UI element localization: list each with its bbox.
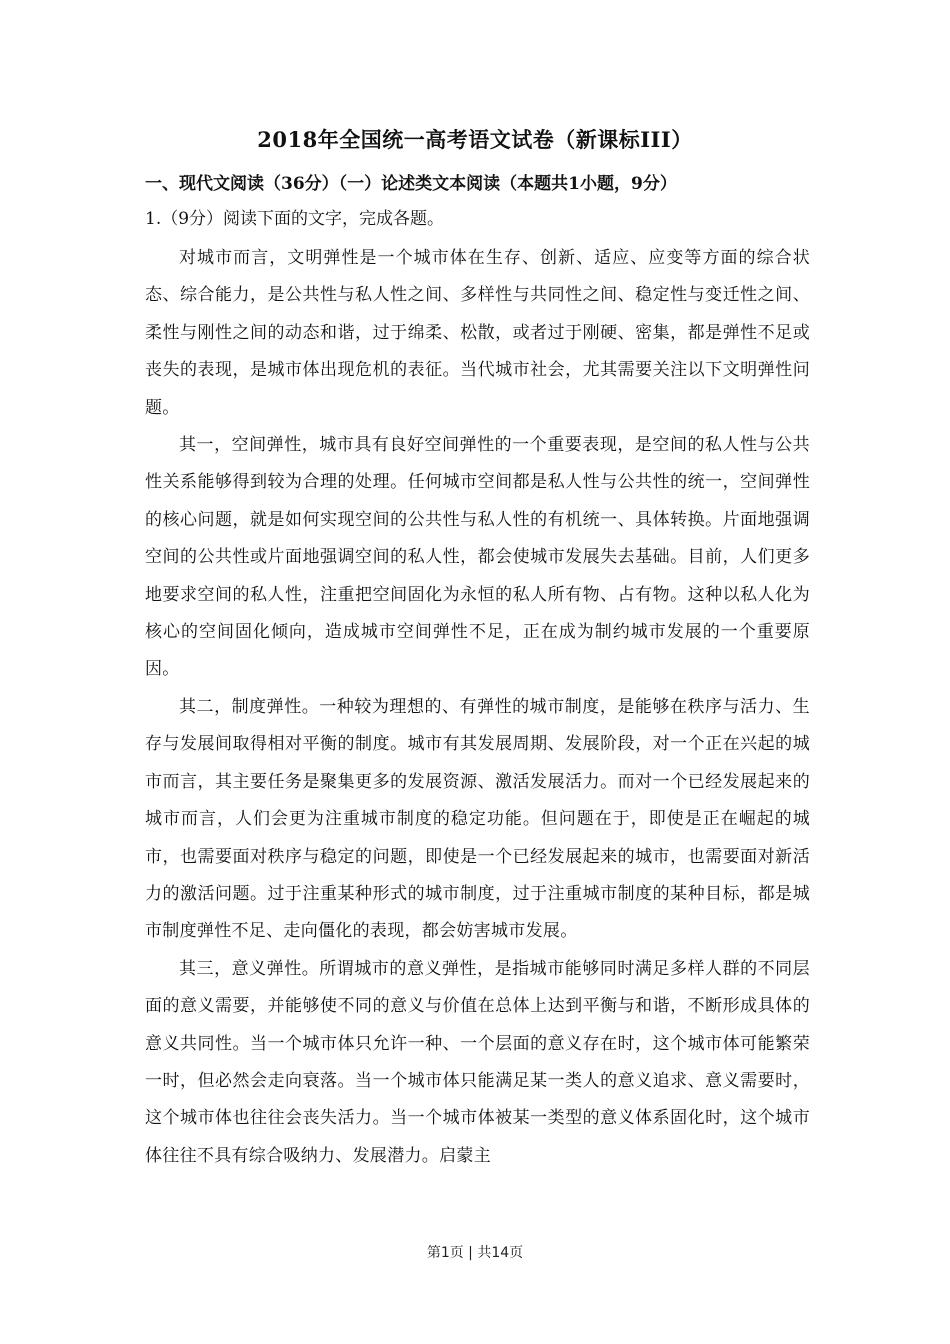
question-intro: 1.（9分）阅读下面的文字，完成各题。: [145, 209, 445, 229]
passage-paragraph-meaning-elasticity: 其三，意义弹性。所谓城市的意义弹性，是指城市能够同时满足多样人群的不同层面的意义需要，并能够使不同的意义与价值在总体上达到平衡与和谐，不断形成具体的意义共同性。当一个城市体只允许一种、一个层面的意义存在时，这个城市体可能繁荣一时，但必然会走向衰落。当一个城市体只能满足某一类人的意义追求、意义需要时，这个城市体也往往会丧失活力。当一个城市体被某一类型的意义体系固化时，这个城市体往往不具有综合吸纳力、发展潜力。启蒙主: [145, 958, 810, 1166]
section-heading: 一、现代文阅读（36分）（一）论述类文本阅读（本题共1小题，9分）: [145, 174, 677, 194]
passage-paragraph-institution-elasticity: 其二，制度弹性。一种较为理想的、有弹性的城市制度，是能够在秩序与活力、生存与发展间取得相对平衡的制度。城市有其发展周期、发展阶段，对一个正在兴起的城市而言，其主要任务是聚集更多的发展资源、激活发展活力。而对一个已经发展起来的城市而言，人们会更为注重城市制度的稳定功能。但问题在于，即使是正在崛起的城市，也需要面对秩序与稳定的问题，即使是一个已经发展起来的城市，也需要面对新活力的激活问题。过于注重某种形式的城市制度，过于注重城市制度的某种目标，都是城市制度弹性不足、走向僵化的表现，都会妨害城市发展。: [145, 696, 810, 942]
passage-paragraph-intro: 对城市而言，文明弹性是一个城市体在生存、创新、适应、应变等方面的综合状态、综合能力，是公共性与私人性之间、多样性与共同性之间、稳定性与变迁性之间、柔性与刚性之间的动态和谐，过于绵柔、松散，或者过于刚硬、密集，都是弹性不足或丧失的表现，是城市体出现危机的表征。当代城市社会，尤其需要关注以下文明弹性问题。: [145, 248, 810, 418]
passage-paragraph-space-elasticity: 其一，空间弹性，城市具有良好空间弹性的一个重要表现，是空间的私人性与公共性关系能够得到较为合理的处理。任何城市空间都是私人性与公共性的统一，空间弹性的核心问题，就是如何实现空间的公共性与私人性的有机统一、具体转换。片面地强调空间的公共性或片面地强调空间的私人性，都会使城市发展失去基础。目前，人们更多地要求空间的私人性，注重把空间固化为永恒的私人所有物、占有物。这种以私人化为核心的空间固化倾向，造成城市空间弹性不足，正在成为制约城市发展的一个重要原因。: [145, 435, 810, 680]
reading-passage: [145, 240, 810, 1175]
page-footer: 第1页 | 共14页: [426, 1245, 524, 1261]
exam-title: 2018年全国统一高考语文试卷（新课标III）: [257, 127, 693, 152]
